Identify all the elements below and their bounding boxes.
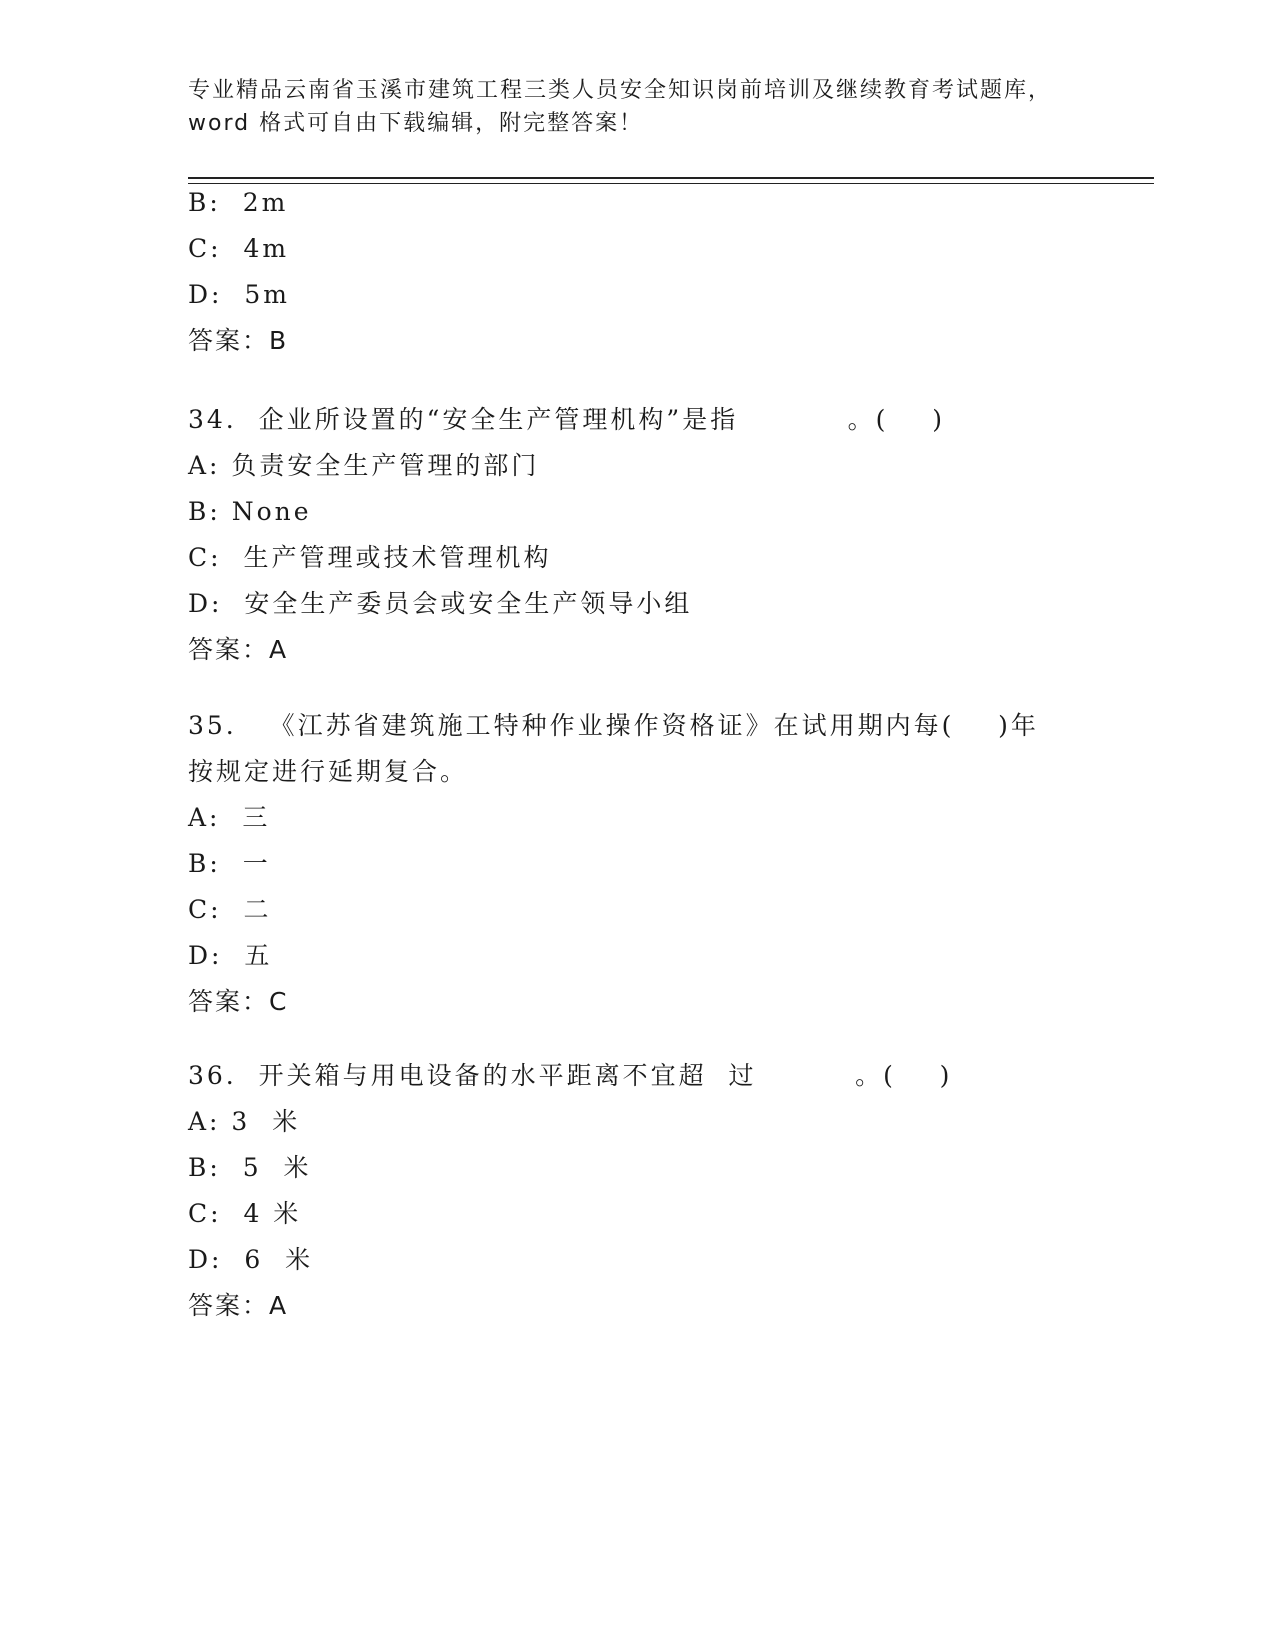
header-rule-thick (188, 177, 1154, 179)
document-header (188, 74, 1088, 140)
answer-line: 答案：B (188, 326, 289, 355)
answer-line: 答案：A (188, 635, 289, 664)
question-title: 36. 开关箱与用电设备的水平距离不宜超 过 。( ) (188, 1061, 953, 1090)
question-title: 34. 企业所设置的“安全生产管理机构”是指 。( ) (188, 405, 945, 434)
prev-question (188, 180, 1148, 364)
option-b: B: None (188, 497, 312, 526)
option-c: C: 二 (188, 895, 272, 924)
option-d: D: 五 (188, 941, 273, 970)
option-a: A: 负责安全生产管理的部门 (188, 451, 540, 480)
question-34 (188, 397, 1148, 673)
question-title-line-2: 按规定进行延期复合。 (188, 757, 469, 786)
option-a: A: 3 米 (188, 1107, 301, 1136)
option-b: B: 一 (188, 849, 271, 878)
option-d: D: 安全生产委员会或安全生产领导小组 (188, 589, 693, 618)
option-a: A: 三 (188, 803, 271, 832)
option-c: C: 4m (188, 234, 290, 263)
option-c: C: 生产管理或技术管理机构 (188, 543, 552, 572)
header-line-2: word 格式可自由下载编辑，附完整答案！ (188, 111, 644, 136)
question-36 (188, 1053, 1148, 1329)
option-d: D: 5m (188, 280, 290, 309)
answer-line: 答案：C (188, 987, 289, 1016)
option-c: C: 4 米 (188, 1199, 302, 1228)
option-d: D: 6 米 (188, 1245, 314, 1274)
question-35 (188, 703, 1148, 1025)
question-title-line-1: 35. 《江苏省建筑施工特种作业操作资格证》在试用期内每( )年 (188, 711, 1039, 740)
option-b: B: 5 米 (188, 1153, 312, 1182)
header-line-1: 专业精品云南省玉溪市建筑工程三类人员安全知识岗前培训及继续教育考试题库， (188, 78, 1053, 103)
answer-line: 答案：A (188, 1291, 289, 1320)
option-b: B: 2m (188, 188, 289, 217)
